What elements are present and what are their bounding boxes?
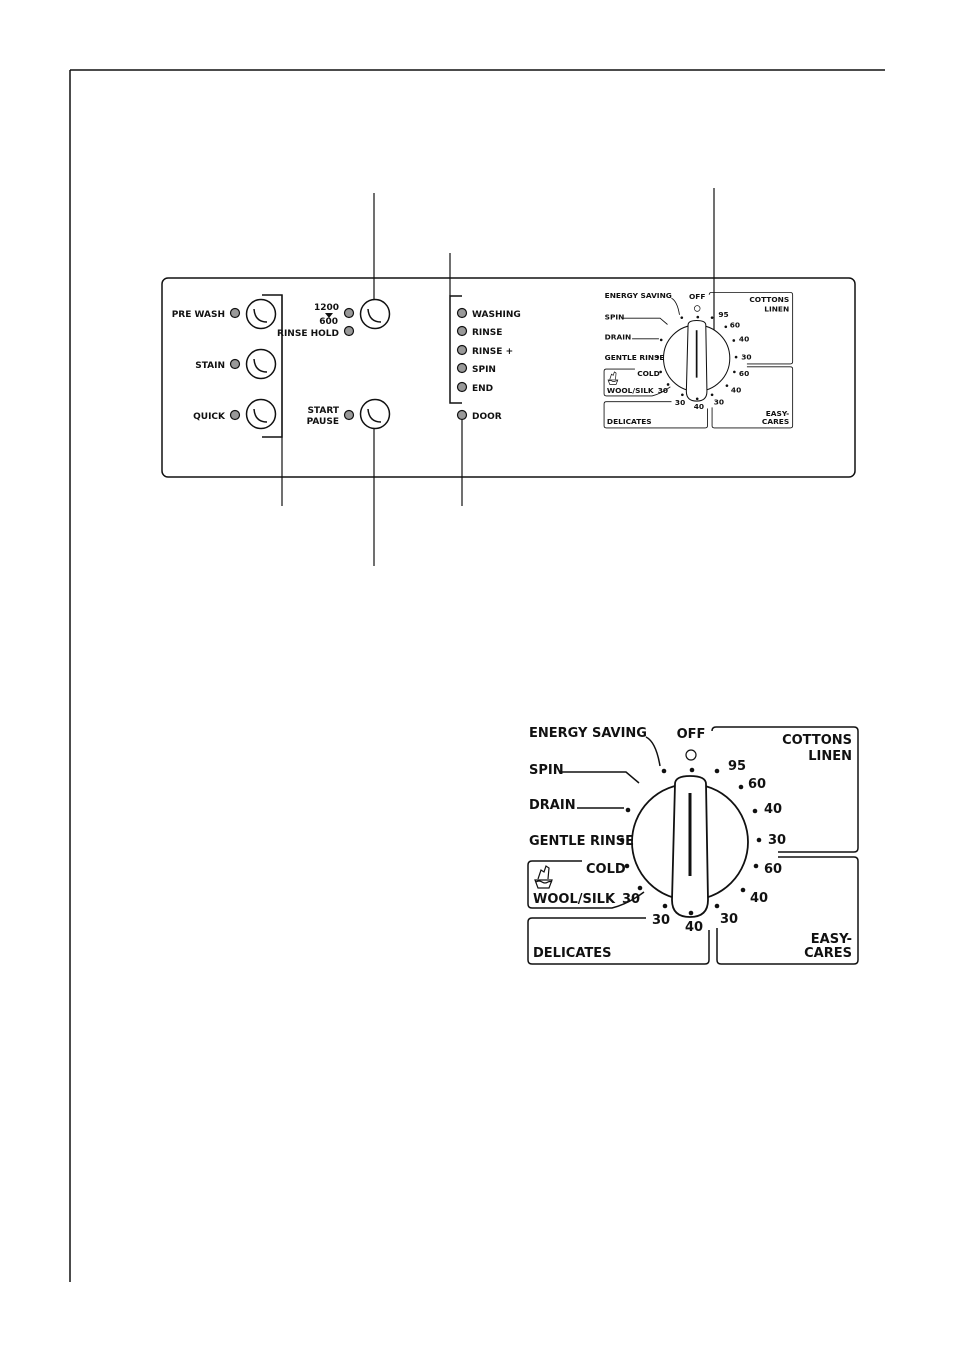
gentle-rinse-label: GENTLE RINSE [529, 834, 634, 849]
quick-led [231, 411, 240, 420]
panel-program-dial[interactable] [604, 291, 793, 428]
start-label: START [307, 406, 339, 416]
panel-cotton-temp-60: 60 [729, 320, 741, 330]
rinse-plus-led [458, 346, 467, 355]
easy-temp-60: 60 [764, 862, 783, 877]
panel-energy-saving-leader [672, 298, 680, 315]
cotton-temp-95: 95 [728, 759, 747, 774]
easy-temp-40: 40 [750, 891, 769, 906]
spin-led [458, 364, 467, 373]
spin-600-label: 600 [319, 317, 338, 327]
hand-wash-icon [535, 866, 552, 888]
panel-easy-temp-30: 30 [713, 397, 725, 407]
stain-led [231, 360, 240, 369]
pre-wash-led [231, 309, 240, 318]
stain-button[interactable] [247, 350, 276, 379]
delicates-label: DELICATES [533, 946, 612, 961]
spin-1200-label: 1200 [313, 303, 339, 313]
panel-cold-label: COLD [637, 368, 660, 378]
wool-temp-30: 30 [622, 892, 641, 907]
panel-delicates-temp-40: 40 [693, 402, 705, 412]
panel-easy-temp-40: 40 [730, 385, 742, 395]
cold-label: COLD [586, 862, 626, 877]
pause-label: PAUSE [306, 417, 339, 427]
cotton-temp-60: 60 [748, 777, 767, 792]
indicator-spin: SPIN [472, 365, 496, 375]
panel-off-label: OFF [689, 291, 706, 301]
panel-hand-wash-icon [608, 372, 618, 385]
energy-saving-leader [646, 737, 660, 766]
easy-label: EASY- [810, 932, 852, 947]
delicates-temp-40: 40 [685, 920, 704, 935]
drain-label: DRAIN [529, 798, 576, 813]
panel-cottons-label: COTTONS [749, 295, 790, 305]
cotton-temp-30: 30 [768, 833, 787, 848]
cotton-temp-40: 40 [764, 802, 783, 817]
quick-button[interactable] [247, 400, 276, 429]
panel-cares-label: CARES [761, 416, 790, 426]
energy-saving-label: ENERGY SAVING [529, 726, 647, 741]
off-circle-icon [686, 750, 696, 760]
indicator-rinse-plus: RINSE + [472, 347, 514, 357]
panel-delicates-label: DELICATES [606, 416, 652, 426]
status-indicators [458, 309, 521, 395]
rinse-led [458, 327, 467, 336]
panel-easy-temp-60: 60 [738, 368, 750, 378]
easy-temp-30: 30 [720, 912, 739, 927]
pre-wash-label: PRE WASH [171, 310, 225, 320]
stain-label: STAIN [195, 361, 225, 371]
panel-linen-label: LINEN [764, 304, 790, 314]
end-led [458, 383, 467, 392]
panel-gentle-rinse-label: GENTLE RINSE [604, 352, 665, 362]
start-pause-led [345, 411, 354, 420]
off-label: OFF [676, 727, 706, 742]
delicates-temp-30: 30 [652, 913, 671, 928]
program-dial [528, 726, 858, 964]
indicator-end: END [472, 384, 494, 394]
panel-spin-leader [624, 318, 668, 324]
start-pause-button[interactable] [361, 400, 390, 429]
door-led [458, 411, 467, 420]
spin-rinse-hold-button[interactable] [361, 300, 390, 329]
panel-off-circle-icon [694, 306, 700, 312]
washing-led [458, 309, 467, 318]
quick-label: QUICK [193, 412, 225, 422]
spin-speed-led [345, 309, 354, 318]
rinse-hold-led [345, 327, 354, 336]
pre-wash-button[interactable] [247, 300, 276, 329]
panel-delicates-temp-30: 30 [674, 398, 686, 408]
door-label: DOOR [472, 412, 502, 422]
panel-cotton-temp-95: 95 [718, 310, 729, 320]
panel-energy-saving-label: ENERGY SAVING [604, 291, 672, 301]
linen-label: LINEN [808, 749, 852, 764]
rinse-hold-label: RINSE HOLD [277, 329, 339, 339]
panel-cotton-temp-40: 40 [738, 334, 750, 344]
cottons-label: COTTONS [782, 733, 852, 748]
indicator-washing: WASHING [472, 310, 521, 320]
panel-easy-label: EASY- [765, 408, 790, 418]
panel-cotton-temp-30: 30 [741, 352, 752, 362]
spin-label: SPIN [529, 763, 564, 778]
panel-wool-silk-label: WOOL/SILK [606, 386, 654, 396]
spin-leader [562, 772, 639, 783]
indicator-rinse: RINSE [472, 328, 503, 338]
wool-silk-label: WOOL/SILK [533, 892, 616, 907]
panel-drain-label: DRAIN [604, 332, 632, 342]
cares-label: CARES [804, 946, 852, 961]
panel-spin-label: SPIN [604, 312, 625, 322]
panel-wool-temp-30: 30 [657, 386, 669, 396]
